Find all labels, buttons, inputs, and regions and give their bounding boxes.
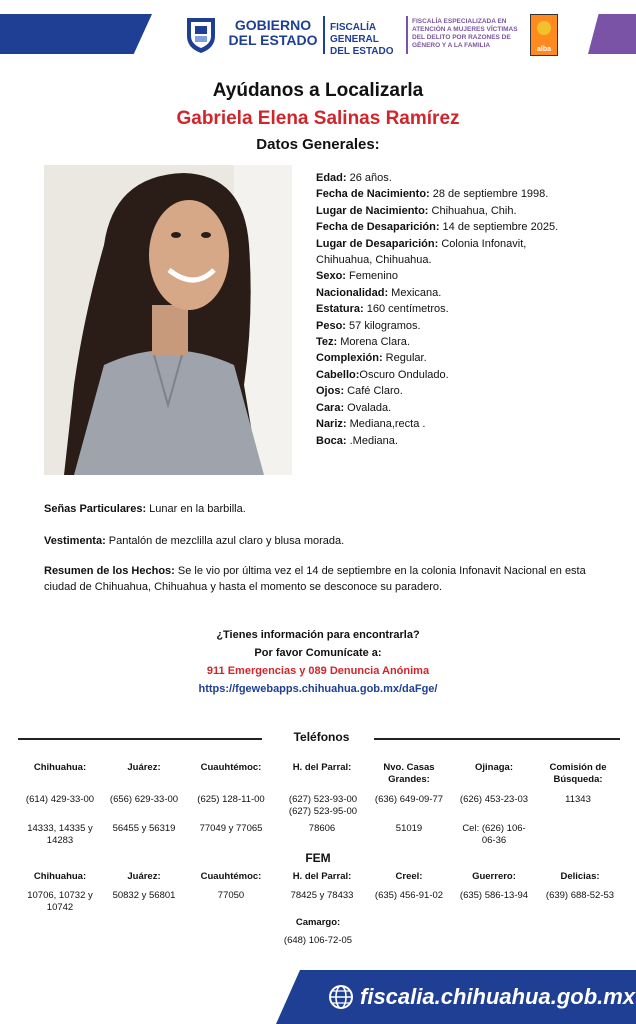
fem-header: Guerrero: bbox=[472, 871, 516, 882]
header-right-band bbox=[588, 14, 636, 54]
detail-value: 14 de septiembre 2025. bbox=[439, 221, 559, 234]
tel-header: Cuauhtémoc: bbox=[200, 762, 262, 773]
detail-value: 57 kilogramos. bbox=[345, 319, 421, 332]
fem-header: Cuauhtémoc: bbox=[200, 871, 262, 882]
tel-header: Ojinaga: bbox=[474, 762, 513, 773]
fem-header: Chihuahua: bbox=[33, 871, 87, 882]
detail-label: Nariz: bbox=[316, 418, 347, 431]
tel-ext: 51019 bbox=[395, 823, 423, 834]
detail-value: .Mediana. bbox=[346, 434, 398, 447]
fem-value: 77050 bbox=[217, 890, 245, 901]
report-link[interactable]: https://fgewebapps.chihuahua.gob.mx/daFge/ bbox=[198, 683, 438, 695]
senas-particulares bbox=[44, 501, 604, 517]
detail-label: Boca: bbox=[316, 434, 347, 447]
vestimenta bbox=[44, 533, 604, 549]
detail-row bbox=[316, 383, 606, 399]
detail-value: Ovalada. bbox=[344, 401, 392, 414]
alba-sun-icon bbox=[537, 21, 551, 35]
detail-value: Morena Clara. bbox=[337, 336, 410, 349]
tel-value: (625) 128-11-00 bbox=[197, 794, 265, 805]
detail-value: 28 de septiembre 1998. bbox=[429, 188, 549, 201]
vestimenta-label: Vestimenta: bbox=[44, 535, 106, 547]
detail-label: Lugar de Nacimiento: bbox=[316, 204, 429, 217]
page-title: Ayúdanos a Localizarla bbox=[212, 80, 424, 101]
tel-header: H. del Parral: bbox=[292, 762, 352, 773]
tel-header: Nvo. Casas Grandes: bbox=[383, 762, 435, 785]
tel-ext: 78606 bbox=[308, 823, 336, 834]
tel-header: Chihuahua: bbox=[33, 762, 87, 773]
fem-value: (635) 456-91-02 bbox=[374, 890, 444, 901]
detail-value: Regular. bbox=[382, 352, 427, 365]
detail-value: Femenino bbox=[345, 270, 398, 283]
missing-person-photo bbox=[44, 165, 292, 475]
detail-row bbox=[316, 334, 606, 350]
fem-value: (639) 688-52-53 bbox=[545, 890, 615, 901]
detail-row bbox=[316, 285, 606, 301]
fiscalia-line-2: DEL ESTADO bbox=[330, 46, 394, 57]
detail-row bbox=[316, 350, 606, 366]
detail-label: Edad: bbox=[316, 172, 347, 184]
section-general-heading: Datos Generales: bbox=[256, 136, 380, 153]
contact-block bbox=[0, 626, 636, 698]
globe-icon bbox=[328, 984, 354, 1010]
fem-value: 50832 y 56801 bbox=[112, 890, 176, 901]
fem-title: FEM bbox=[305, 851, 331, 865]
detail-row bbox=[316, 318, 606, 334]
detail-label: Tez: bbox=[316, 336, 338, 349]
detail-row bbox=[316, 203, 606, 219]
tel-value: (636) 649-09-77 bbox=[374, 794, 444, 805]
tel-value: (656) 629-33-00 bbox=[109, 794, 179, 805]
senas-label: Señas Particulares: bbox=[44, 503, 147, 515]
gobierno-line-2: DEL ESTADO bbox=[228, 32, 318, 48]
fiscalia-line-1: FISCALÍA GENERAL bbox=[330, 22, 379, 45]
header bbox=[0, 0, 636, 62]
general-details-list bbox=[316, 170, 606, 449]
detail-value: Chihuahua, Chihuahua. bbox=[316, 254, 432, 267]
fem-value: 78425 y 78433 bbox=[290, 890, 354, 901]
detail-row bbox=[316, 416, 606, 432]
tel-ext: 56455 y 56319 bbox=[112, 823, 176, 834]
resumen-label: Resumen de los Hechos: bbox=[44, 565, 175, 577]
footer-white-band bbox=[0, 970, 300, 1024]
fiscalia-especializada-text: FISCALÍA ESPECIALIZADA EN ATENCIÓN A MUJERES VÍCTIMAS DEL DELITO POR RAZONES DE GÉNERO Y A LA FAMILIA bbox=[412, 18, 518, 49]
fem-header: Camargo: bbox=[295, 917, 341, 928]
tel-ext: 77049 y 77065 bbox=[199, 823, 263, 834]
fem-header: Creel: bbox=[395, 871, 423, 882]
detail-row bbox=[316, 236, 606, 252]
detail-row bbox=[316, 268, 606, 284]
fem-header: Delicias: bbox=[560, 871, 600, 882]
detail-label: Nacionalidad: bbox=[316, 286, 389, 299]
detail-label: Complexión: bbox=[316, 352, 383, 365]
detail-value: 160 centímetros. bbox=[363, 303, 449, 316]
contact-question: ¿Tienes información para encontrarla? bbox=[216, 629, 420, 641]
alba-logo bbox=[530, 14, 558, 56]
tel-header: Juárez: bbox=[127, 762, 161, 773]
detail-value: Oscuro Ondulado. bbox=[359, 368, 449, 381]
detail-value: Chihuahua, Chih. bbox=[428, 204, 517, 217]
detail-row bbox=[316, 433, 606, 449]
tel-ext: Cel: (626) 106-06-36 bbox=[462, 823, 526, 846]
resumen-value: Se le vio por última vez el 14 de septiembre en la colonia Infonavit Nacional en esta ciudad de Chihuahua, Chihuahua y hasta el momento se desconoce su paradero. bbox=[44, 565, 586, 593]
section-divider bbox=[374, 738, 620, 740]
footer-url-link[interactable]: fiscalia.chihuahua.gob.mx bbox=[360, 984, 636, 1009]
header-left-band bbox=[0, 14, 152, 54]
telefonos-title: Teléfonos bbox=[293, 730, 350, 744]
detail-value: 26 años. bbox=[346, 172, 392, 184]
tel-value: (627) 523-93-00 (627) 523-95-00 bbox=[288, 794, 358, 817]
detail-row bbox=[316, 219, 606, 235]
resumen-hechos bbox=[44, 563, 604, 595]
detail-row bbox=[316, 252, 606, 268]
gobierno-line-1: GOBIERNO bbox=[234, 17, 312, 33]
header-divider bbox=[406, 16, 408, 54]
detail-label: Fecha de Desaparición: bbox=[316, 221, 440, 234]
tel-value: (626) 453-23-03 bbox=[459, 794, 529, 805]
detail-value: Café Claro. bbox=[344, 385, 403, 398]
fem-value: (648) 106-72-05 bbox=[283, 935, 353, 946]
detail-value: Colonia Infonavit, bbox=[438, 237, 527, 250]
alba-label: alba bbox=[536, 46, 551, 53]
detail-label: Ojos: bbox=[316, 385, 345, 398]
fiscalia-general-text bbox=[330, 22, 404, 58]
detail-label: Cabello: bbox=[316, 368, 360, 381]
detail-label: Fecha de Nacimiento: bbox=[316, 188, 430, 201]
emergency-numbers: 911 Emergencias y 089 Denuncia Anónima bbox=[206, 665, 430, 677]
fem-value: (635) 586-13-94 bbox=[459, 890, 529, 901]
contact-please: Por favor Comunícate a: bbox=[254, 647, 382, 659]
detail-label: Peso: bbox=[316, 319, 346, 332]
tel-ext: 14333, 14335 y 14283 bbox=[27, 823, 93, 846]
detail-row bbox=[316, 400, 606, 416]
detail-label: Estatura: bbox=[316, 303, 364, 316]
detail-row bbox=[316, 301, 606, 317]
fem-header: H. del Parral: bbox=[292, 871, 352, 882]
tel-value: (614) 429-33-00 bbox=[25, 794, 95, 805]
gobierno-logo-text bbox=[225, 18, 321, 48]
person-name: Gabriela Elena Salinas Ramírez bbox=[176, 108, 460, 129]
detail-value: Mexicana. bbox=[388, 286, 442, 299]
tel-value: 11343 bbox=[565, 794, 591, 805]
senas-value: Lunar en la barbilla. bbox=[146, 503, 246, 515]
header-divider bbox=[323, 16, 325, 54]
detail-value: Mediana,recta . bbox=[346, 418, 426, 431]
vestimenta-value: Pantalón de mezclilla azul claro y blusa morada. bbox=[105, 535, 345, 547]
state-seal-icon bbox=[184, 14, 218, 54]
footer-banner bbox=[0, 970, 636, 1024]
detail-label: Lugar de Desaparición: bbox=[316, 237, 439, 250]
tel-header: Comisión de Búsqueda: bbox=[549, 762, 607, 785]
detail-row bbox=[316, 170, 606, 186]
detail-label: Sexo: bbox=[316, 270, 346, 283]
detail-row bbox=[316, 367, 606, 383]
fem-header: Juárez: bbox=[127, 871, 161, 882]
detail-label: Cara: bbox=[316, 401, 345, 414]
fem-value: 10706, 10732 y 10742 bbox=[27, 890, 93, 913]
detail-row bbox=[316, 186, 606, 202]
